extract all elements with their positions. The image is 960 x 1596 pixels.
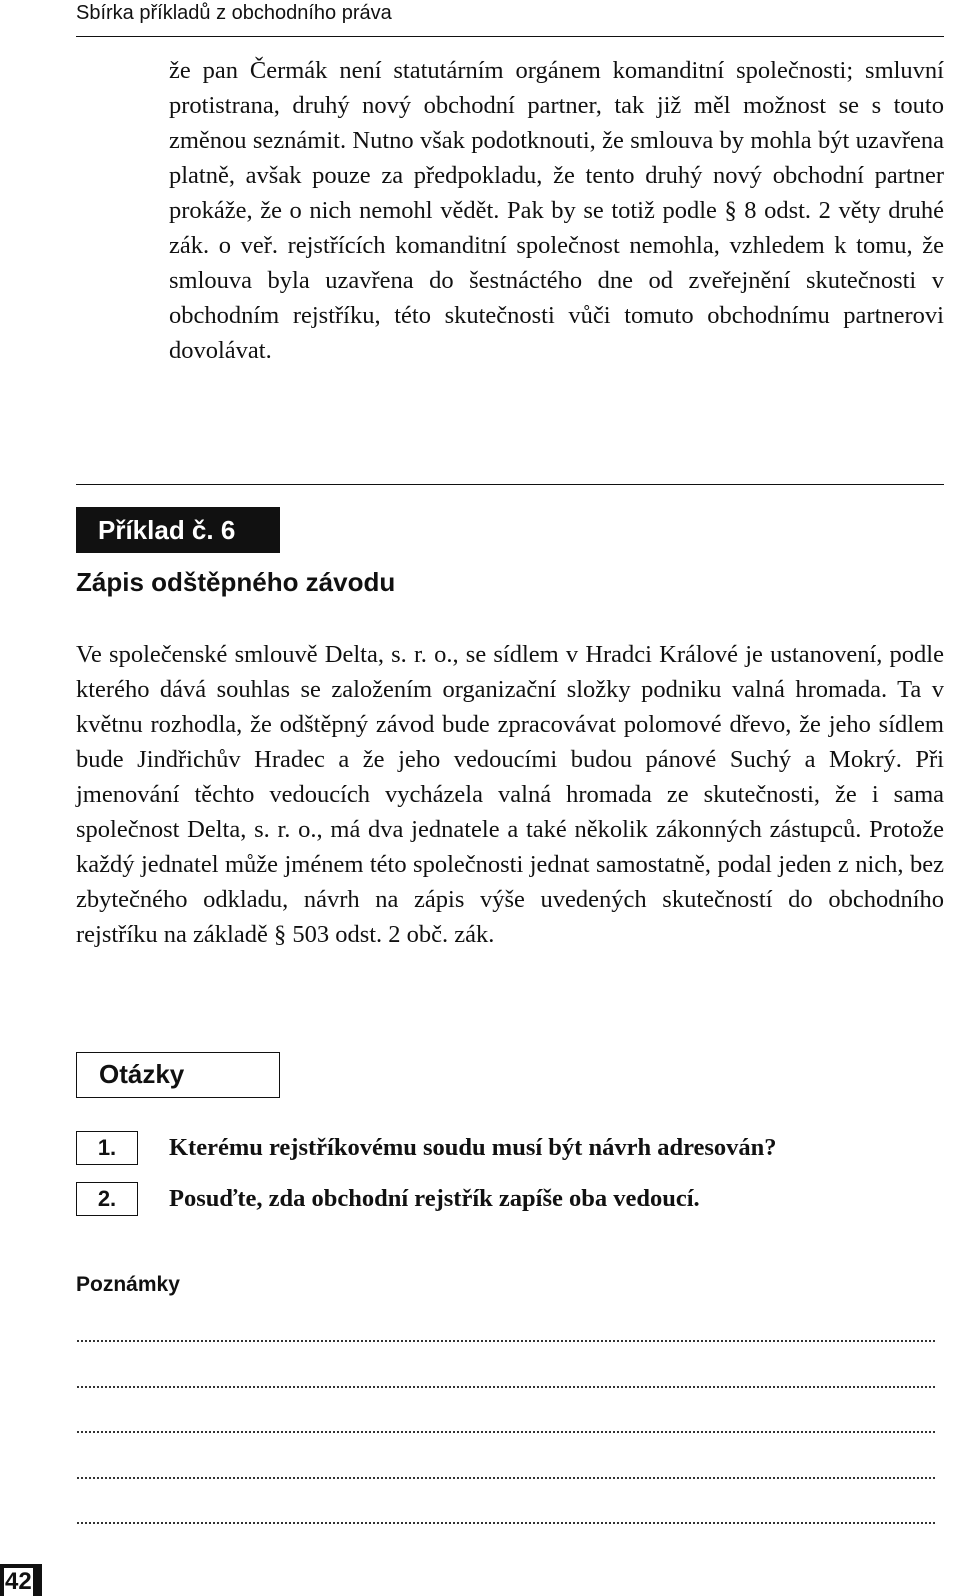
notes-line — [77, 1386, 935, 1388]
question-text: Posuďte, zda obchodní rejstřík zapíše oba vedoucí. — [169, 1185, 700, 1212]
notes-line — [77, 1522, 935, 1524]
section-divider — [76, 484, 944, 485]
question-number: 2. — [76, 1182, 138, 1216]
header-rule — [76, 36, 944, 37]
notes-line — [77, 1431, 935, 1433]
example-paragraph: Ve společenské smlouvě Delta, s. r. o., se sídlem v Hradci Králové je ustanovení, podle kterého dává souhlas se založením organizační složky podniku valná hromada. Ta v květnu rozhodla, že odštěpný závod bude zpracovávat polomové dřevo, že jeho sídlem bude Jindřichův Hradec a že jeho vedoucími budou pánové Suchý a Mokrý. Při jmenování těchto vedoucích vycházela valná hromada ze skutečnosti, že i sama společnost Delta, s. r. o., má dva jednatele a také několik zákonných zástupců. Protože každý jednatel může jménem této společnosti jednat samostatně, podal jeden z nich, bez zbytečného odkladu, návrh na zápis výše uvedených skutečností do obchodního rejstříku na základě § 503 odst. 2 obč. zák. — [76, 641, 944, 948]
question-text: Kterému rejstříkovému soudu musí být návrh adresován? — [169, 1134, 777, 1161]
notes-line — [77, 1340, 935, 1342]
notes-line — [77, 1477, 935, 1479]
notes-heading: Poznámky — [76, 1273, 180, 1296]
example-label: Příklad č. 6 — [76, 507, 280, 553]
question-number: 1. — [76, 1131, 138, 1165]
page-number: 42 — [5, 1568, 32, 1595]
running-header: Sbírka příkladů z obchodního práva — [76, 2, 392, 24]
example-title: Zápis odštěpného závodu — [76, 567, 396, 597]
questions-heading: Otázky — [76, 1052, 280, 1098]
continuation-paragraph: že pan Čermák není statutárním orgánem komanditní společnosti; smluvní protistrana, druhý nový obchodní partner, tak již měl možnost se s touto změnou seznámit. Nutno však podotknouti, že smlouva by mohla být uzavřena platně, avšak pouze za předpokladu, že tento druhý nový obchodní partner prokáže, že o nich nemohl vědět. Pak by se totiž podle § 8 odst. 2 věty druhé zák. o veř. rejstřících komanditní společnost nemohla, vzhledem k tomu, že smlouva byla uzavřena do šestnáctého dne od zveřejnění skutečnosti v obchodním rejstříku, této skutečnosti vůči tomuto obchodnímu partnerovi dovolávat. — [169, 57, 944, 364]
